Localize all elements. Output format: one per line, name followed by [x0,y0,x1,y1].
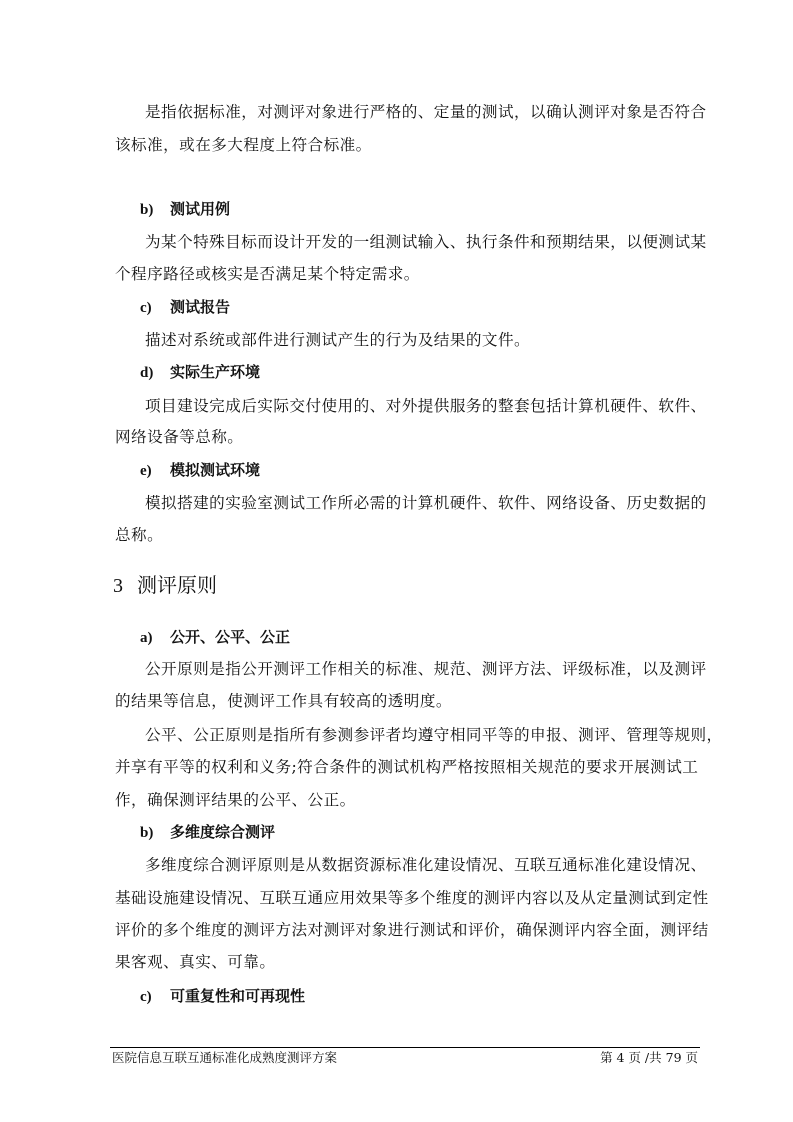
paragraph-line: 为某个特殊目标而设计开发的一组测试输入、执行条件和预期结果，以便测试某 [145,233,707,251]
list-marker: c) [140,300,152,316]
paragraph-line: 个程序路径或核实是否满足某个特定需求。 [115,265,420,283]
paragraph-line: 该标准，或在多大程度上符合标准。 [115,136,372,154]
list-marker: b) [140,202,154,218]
paragraph-line: 并享有平等的权利和义务;符合条件的测试机构严格按照相关规范的要求开展测试工 [115,758,699,776]
subsection-heading [140,199,230,220]
footer-document-title: 医院信息互联互通标准化成熟度测评方案 [112,1050,338,1065]
footer-divider [110,1047,700,1048]
subsection-heading [140,986,305,1007]
subsection-heading [140,627,290,648]
footer-page-number: 第 4 页 /共 79 页 [600,1050,698,1065]
paragraph-line: 的结果等信息，使测评工作具有较高的透明度。 [115,692,452,710]
list-marker: a) [140,630,153,646]
paragraph-line: 描述对系统或部件进行测试产生的行为及结果的文件。 [145,331,531,349]
list-marker: e) [140,463,152,479]
section-title: 测评原则 [137,573,217,597]
paragraph-line: 网络设备等总称。 [115,428,244,446]
paragraph-line: 总称。 [115,526,164,544]
subsection-title: 模拟测试环境 [170,461,261,479]
subsection-title: 实际生产环境 [170,363,261,381]
subsection-heading [140,297,230,318]
section-heading [113,572,217,599]
subsection-title: 公开、公平、公正 [170,628,291,646]
paragraph-line: 公开原则是指公开测评工作相关的标准、规范、测评方法、评级标准，以及测评 [145,660,707,678]
paragraph-line: 果客观、真实、可靠。 [115,953,276,971]
subsection-heading [140,362,260,383]
paragraph-line: 作，确保测评结果的公平、公正。 [115,791,356,809]
paragraph-line: 多维度综合测评原则是从数据资源标准化建设情况、互联互通标准化建设情况、 [145,856,707,874]
paragraph-line: 基础设施建设情况、互联互通应用效果等多个维度的测评内容以及从定量测试到定性 [115,889,709,907]
subsection-title: 多维度综合测评 [170,823,276,841]
subsection-heading [140,822,275,843]
paragraph-line: 项目建设完成后实际交付使用的、对外提供服务的整套包括计算机硬件、软件、 [145,397,707,415]
list-marker: c) [140,989,152,1005]
paragraph-line: 是指依据标准，对测评对象进行严格的、定量的测试，以确认测评对象是否符合 [145,103,707,121]
paragraph-line: 模拟搭建的实验室测试工作所必需的计算机硬件、软件、网络设备、历史数据的 [145,494,707,512]
paragraph-line: 评价的多个维度的测评方法对测评对象进行测试和评价，确保测评内容全面，测评结 [115,921,709,939]
paragraph-line: 公平、公正原则是指所有参测参评者均遵守相同平等的申报、测评、管理等规则， [145,726,723,744]
list-marker: d) [140,365,154,381]
section-number: 3 [113,575,123,597]
subsection-title: 可重复性和可再现性 [170,987,306,1005]
subsection-title: 测试用例 [170,200,231,218]
subsection-title: 测试报告 [170,298,231,316]
list-marker: b) [140,825,154,841]
subsection-heading [140,460,260,481]
